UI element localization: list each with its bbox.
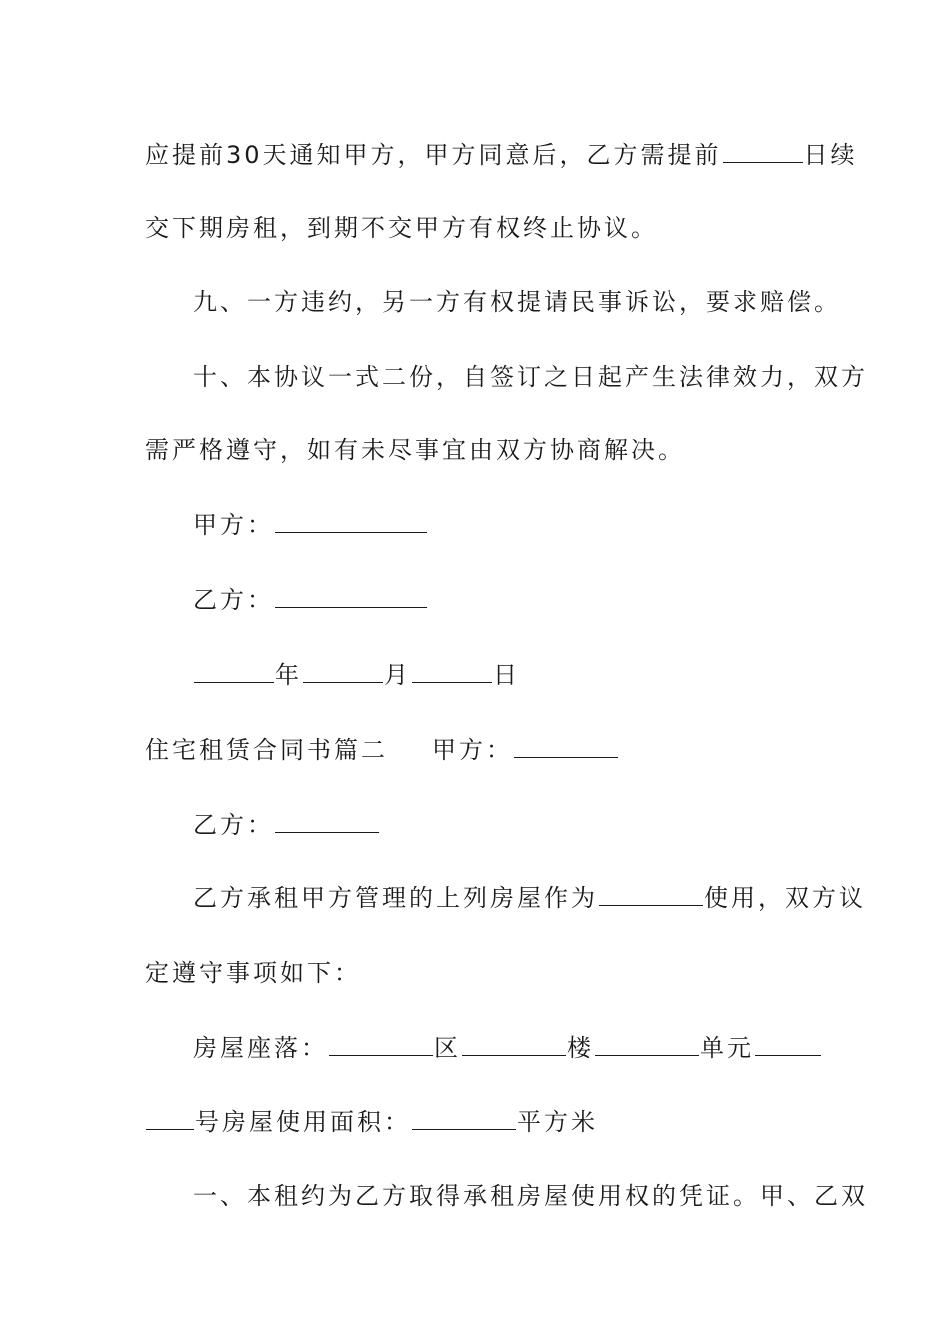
district-blank[interactable] bbox=[329, 1033, 433, 1056]
day-label: 日 bbox=[493, 661, 520, 689]
paragraph-line: 交下期房租，到期不交甲方有权终止协议。 bbox=[145, 214, 658, 242]
date-line bbox=[193, 660, 520, 690]
party-b-blank[interactable] bbox=[275, 810, 379, 833]
party-b-label: 乙方： bbox=[193, 586, 274, 614]
address-line bbox=[193, 1033, 822, 1063]
room-number-blank[interactable] bbox=[146, 1107, 194, 1130]
area-blank[interactable] bbox=[412, 1107, 516, 1130]
section-title: 住宅租赁合同书篇二 bbox=[145, 736, 388, 764]
party-b-signature-line bbox=[193, 585, 428, 615]
party-b-label: 乙方： bbox=[193, 811, 274, 839]
fill-blank[interactable] bbox=[723, 140, 803, 163]
number: 30 bbox=[226, 141, 263, 169]
year-label: 年 bbox=[275, 661, 302, 689]
paragraph-line: 定遵守事项如下： bbox=[145, 959, 361, 987]
text: 应提前 bbox=[145, 141, 226, 169]
clause-one: 一、本租约为乙方取得承租房屋使用权的凭证。甲、乙双 bbox=[193, 1182, 868, 1210]
party-b-line bbox=[193, 810, 380, 840]
clause-nine: 九、一方违约，另一方有权提请民事诉讼，要求赔偿。 bbox=[193, 288, 841, 316]
text: 乙方承租甲方管理的上列房屋作为 bbox=[193, 884, 598, 912]
area-unit: 平方米 bbox=[517, 1108, 598, 1136]
paragraph-line bbox=[145, 140, 858, 170]
party-a-signature-line bbox=[193, 510, 428, 540]
text: 日续 bbox=[803, 141, 858, 169]
usage-blank[interactable] bbox=[599, 883, 703, 906]
unit-label: 单元 bbox=[700, 1034, 754, 1062]
paragraph-line: 需严格遵守，如有未尽事宜由双方协商解决。 bbox=[145, 436, 685, 464]
unit-blank[interactable] bbox=[595, 1033, 699, 1056]
area-line bbox=[145, 1107, 598, 1137]
month-label: 月 bbox=[384, 661, 411, 689]
day-blank[interactable] bbox=[412, 660, 492, 683]
party-b-blank[interactable] bbox=[275, 585, 427, 608]
building-label: 楼 bbox=[567, 1034, 594, 1062]
district-label: 区 bbox=[434, 1034, 461, 1062]
address-label: 房屋座落： bbox=[193, 1034, 328, 1062]
year-blank[interactable] bbox=[194, 660, 274, 683]
text: 天通知甲方，甲方同意后，乙方需提前 bbox=[262, 141, 722, 169]
area-label: 号房屋使用面积： bbox=[195, 1108, 411, 1136]
party-a-label: 甲方： bbox=[193, 511, 274, 539]
building-blank[interactable] bbox=[462, 1033, 566, 1056]
room-number-blank[interactable] bbox=[755, 1033, 821, 1056]
party-a-label: 甲方： bbox=[432, 736, 513, 764]
section-title-line bbox=[145, 735, 619, 765]
party-a-blank[interactable] bbox=[514, 735, 618, 758]
party-a-blank[interactable] bbox=[275, 510, 427, 533]
clause-ten: 十、本协议一式二份，自签订之日起产生法律效力，双方 bbox=[193, 363, 868, 391]
month-blank[interactable] bbox=[303, 660, 383, 683]
paragraph-line bbox=[193, 883, 866, 913]
text: 使用，双方议 bbox=[704, 884, 866, 912]
